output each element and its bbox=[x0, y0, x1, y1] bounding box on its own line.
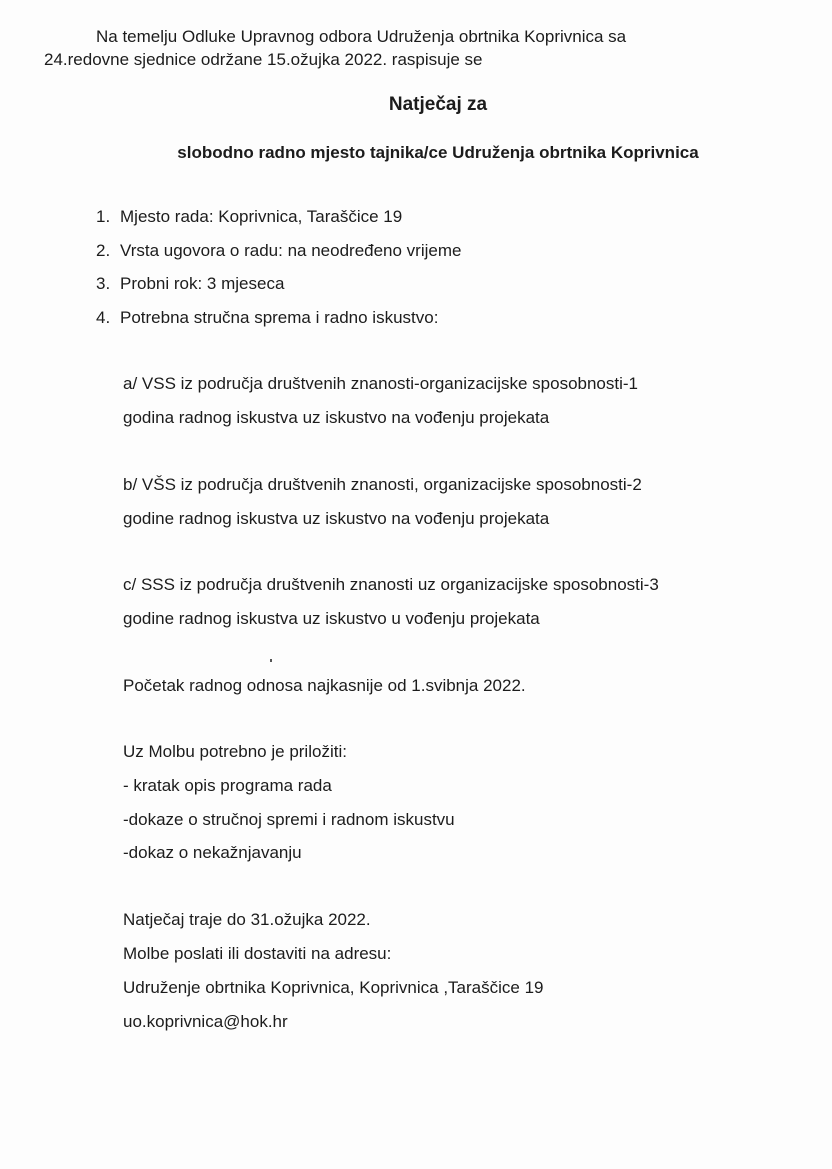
attachments-heading: Uz Molbu potrebno je priložiti: bbox=[123, 742, 347, 761]
requirement-a-line-2: godina radnog iskustva uz iskustvo na vođenju projekata bbox=[123, 408, 550, 427]
list-item-text: Probni rok: 3 mjeseca bbox=[120, 274, 285, 293]
list-item-4 bbox=[96, 308, 438, 328]
document-subtitle: slobodno radno mjesto tajnika/ce Udruženja obrtnika Koprivnica bbox=[177, 143, 699, 162]
list-item-number: 1. bbox=[96, 207, 111, 226]
deadline-text: Natječaj traje do 31.ožujka 2022. bbox=[123, 910, 371, 929]
list-item-text: Vrsta ugovora o radu: na neodređeno vrijeme bbox=[120, 241, 462, 260]
requirement-c-line-2: godine radnog iskustva uz iskustvo u vođenju projekata bbox=[123, 609, 540, 628]
attachment-item: -dokaze o stručnoj spremi i radnom iskustvu bbox=[123, 810, 455, 829]
list-item-text: Mjesto rada: Koprivnica, Taraščice 19 bbox=[120, 207, 403, 226]
intro-line-2: 24.redovne sjednice održane 15.ožujka 2022. raspisuje se bbox=[44, 50, 483, 69]
requirement-a-line-1: a/ VSS iz područja društvenih znanosti-organizacijske sposobnosti-1 bbox=[123, 374, 638, 393]
requirement-b-line-1: b/ VŠS iz područja društvenih znanosti, organizacijske sposobnosti-2 bbox=[123, 475, 642, 494]
attachment-item: - kratak opis programa rada bbox=[123, 776, 332, 795]
requirement-b-line-2: godine radnog iskustva uz iskustvo na vođenju projekata bbox=[123, 509, 550, 528]
postal-address: Udruženje obrtnika Koprivnica, Koprivnica ,Taraščice 19 bbox=[123, 978, 544, 997]
document-title: Natječaj za bbox=[388, 94, 488, 115]
scan-speck bbox=[270, 659, 272, 662]
list-item-number: 3. bbox=[96, 274, 111, 293]
list-item-3 bbox=[96, 274, 284, 294]
list-item-number: 4. bbox=[96, 308, 111, 327]
list-item-1 bbox=[96, 207, 402, 227]
start-date-text: Početak radnog odnosa najkasnije od 1.svibnja 2022. bbox=[123, 676, 526, 695]
requirement-c-line-1: c/ SSS iz područja društvenih znanosti uz organizacijske sposobnosti-3 bbox=[123, 575, 659, 594]
email-address: uo.koprivnica@hok.hr bbox=[123, 1012, 288, 1031]
attachment-item: -dokaz o nekažnjavanju bbox=[123, 843, 302, 862]
list-item-2 bbox=[96, 241, 461, 261]
list-item-text: Potrebna stručna sprema i radno iskustvo: bbox=[120, 308, 439, 327]
send-instructions: Molbe poslati ili dostaviti na adresu: bbox=[123, 944, 392, 963]
intro-line-1: Na temelju Odluke Upravnog odbora Udruženja obrtnika Koprivnica sa bbox=[96, 27, 627, 46]
list-item-number: 2. bbox=[96, 241, 111, 260]
